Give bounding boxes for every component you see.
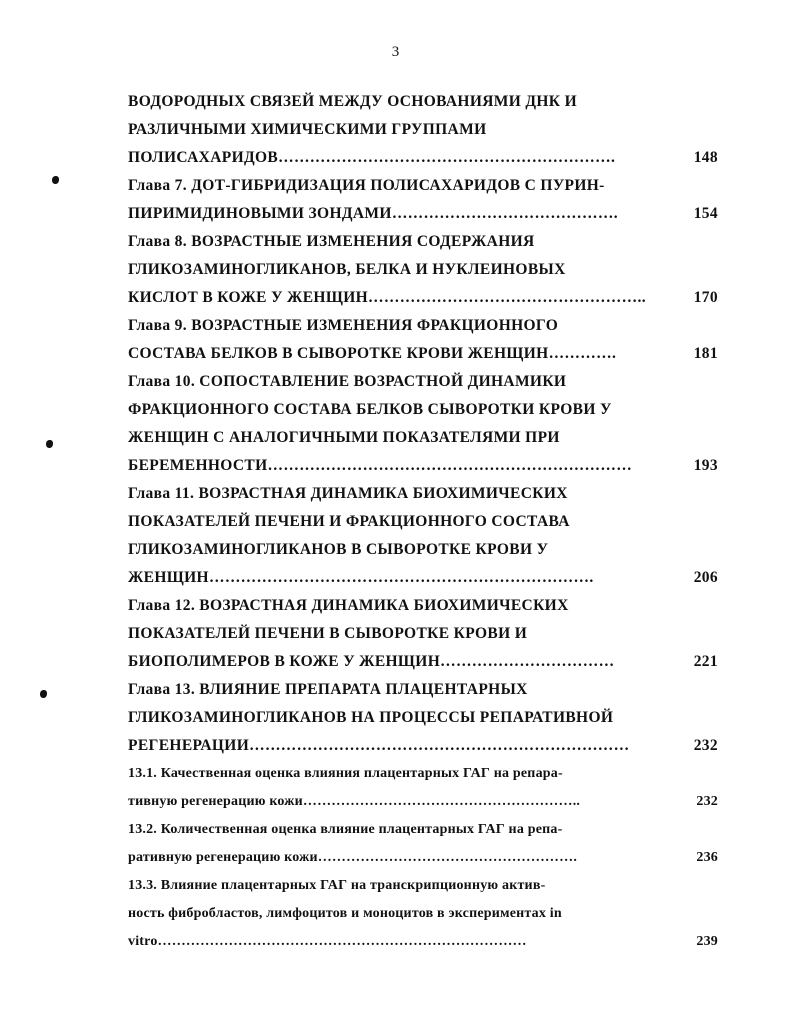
toc-line [128,536,718,564]
toc-entry [128,480,718,592]
toc-line [128,228,718,256]
toc-line-text: ГЛИКОЗАМИНОГЛИКАНОВ, БЕЛКА И НУКЛЕИНОВЫХ [128,261,566,278]
toc-page-number: 170 [693,289,718,306]
toc-line [128,88,718,116]
toc-line [128,872,718,900]
toc-page-number: 193 [693,457,718,474]
toc-line [128,340,718,368]
toc-line-text: СОСТАВА БЕЛКОВ В СЫВОРОТКЕ КРОВИ ЖЕНЩИН [128,345,549,362]
toc-line-text: БИОПОЛИМЕРОВ В КОЖЕ У ЖЕНЩИН [128,653,441,670]
toc-line [128,284,718,312]
toc-line [128,256,718,284]
toc-line [128,732,718,760]
toc-line [128,200,718,228]
toc-line-text: ЖЕНЩИН [128,569,209,586]
toc-line-text: 13.3. Влияние плацентарных ГАГ на транскрипционную актив- [128,878,546,893]
toc-page-number: 239 [696,934,718,949]
toc-line [128,172,718,200]
toc-page-number: 236 [696,850,718,865]
toc-line-text: ФРАКЦИОННОГО СОСТАВА БЕЛКОВ СЫВОРОТКИ КРОВИ У [128,401,612,418]
toc-line-text: ВОДОРОДНЫХ СВЯЗЕЙ МЕЖДУ ОСНОВАНИЯМИ ДНК И [128,93,578,110]
scan-speck [52,176,59,184]
toc-line [128,928,718,956]
toc-line-text: РАЗЛИЧНЫМИ ХИМИЧЕСКИМИ ГРУППАМИ [128,121,487,138]
toc-line-text: БЕРЕМЕННОСТИ [128,457,268,474]
toc-leader-dots: …………………………… [440,653,615,670]
toc-line-text: ративную регенерацию кожи [128,850,318,865]
toc-entry [128,676,718,760]
toc-line-text: ЖЕНЩИН С АНАЛОГИЧНЫМИ ПОКАЗАТЕЛЯМИ ПРИ [128,429,560,446]
toc-entry [128,760,718,816]
toc-line [128,620,718,648]
toc-entry [128,312,718,368]
toc-line [128,312,718,340]
toc-line-text: ГЛИКОЗАМИНОГЛИКАНОВ НА ПРОЦЕССЫ РЕПАРАТИВНОЙ [128,709,614,726]
toc-page-number: 206 [693,569,718,586]
toc-line-text: Глава 13. ВЛИЯНИЕ ПРЕПАРАТА ПЛАЦЕНТАРНЫХ [128,681,528,698]
toc-line-text: РЕГЕНЕРАЦИИ [128,737,250,754]
toc-page-number: 221 [693,653,718,670]
toc-line [128,452,718,480]
toc-line [128,844,718,872]
toc-line [128,396,718,424]
toc-leader-dots: ………………………………………………………. [278,149,616,166]
toc-entry [128,228,718,312]
toc-line [128,900,718,928]
toc-line-text: Глава 10. СОПОСТАВЛЕНИЕ ВОЗРАСТНОЙ ДИНАМИКИ [128,373,567,390]
toc-line-text: 13.1. Качественная оценка влияния плацентарных ГАГ на репара- [128,766,563,781]
toc-line-text: ПИРИМИДИНОВЫМИ ЗОНДАМИ [128,205,392,222]
scan-speck [40,690,47,698]
toc-line [128,508,718,536]
toc-line [128,564,718,592]
toc-line [128,144,718,172]
toc-page-number: 148 [693,149,718,166]
toc-line [128,480,718,508]
toc-leader-dots: ……………………………………. [391,205,618,222]
toc-line-text: ПОЛИСАХАРИДОВ [128,149,279,166]
toc-page-number: 181 [693,345,718,362]
toc-line-text: КИСЛОТ В КОЖЕ У ЖЕНЩИН [128,289,369,306]
toc-line-text: Глава 8. ВОЗРАСТНЫЕ ИЗМЕНЕНИЯ СОДЕРЖАНИЯ [128,233,535,250]
toc-leader-dots: …………………………………………………………………… [157,934,527,949]
toc-line [128,788,718,816]
toc-line-text: Глава 7. ДОТ-ГИБРИДИЗАЦИЯ ПОЛИСАХАРИДОВ С ПУРИН- [128,177,605,194]
toc-line-text: ность фибробластов, лимфоцитов и моноцитов в экспериментах in [128,906,562,921]
toc-line [128,116,718,144]
toc-line [128,760,718,788]
toc-line-text: 13.2. Количественная оценка влияние плацентарных ГАГ на репа- [128,822,563,837]
toc-line-text: vitro [128,934,158,949]
toc-leader-dots: …………………………………………….. [368,289,646,306]
toc-line-text: Глава 12. ВОЗРАСТНАЯ ДИНАМИКА БИОХИМИЧЕСКИХ [128,597,569,614]
toc-entry [128,368,718,480]
scan-speck [46,440,53,448]
toc-line-text: Глава 9. ВОЗРАСТНЫЕ ИЗМЕНЕНИЯ ФРАКЦИОННОГО [128,317,559,334]
toc-entry [128,88,718,172]
toc-line [128,648,718,676]
toc-leader-dots: ………………………………………………….. [302,794,581,809]
toc-line-text: тивную регенерацию кожи [128,794,303,809]
toc-line [128,816,718,844]
toc-line [128,676,718,704]
toc-entry [128,816,718,872]
toc-leader-dots: ………………………………………………………………. [208,569,594,586]
toc-entry [128,172,718,228]
toc-leader-dots: ……………………………………………………………… [249,737,630,754]
toc-leader-dots: …………. [548,345,617,362]
toc-page-number: 232 [693,737,718,754]
toc-line [128,592,718,620]
toc-line [128,368,718,396]
page-number: 3 [391,44,400,60]
toc-line [128,704,718,732]
toc-line-text: ГЛИКОЗАМИНОГЛИКАНОВ В СЫВОРОТКЕ КРОВИ У [128,541,549,558]
toc-line-text: ПОКАЗАТЕЛЕЙ ПЕЧЕНИ И ФРАКЦИОННОГО СОСТАВА [128,513,570,530]
toc-entry [128,592,718,676]
toc-line-text: Глава 11. ВОЗРАСТНАЯ ДИНАМИКА БИОХИМИЧЕСКИХ [128,485,568,502]
toc-page-number: 232 [696,794,718,809]
toc-page-number: 154 [693,205,718,222]
toc-leader-dots: …………………………………………………………… [267,457,633,474]
table-of-contents [128,88,718,956]
toc-line [128,424,718,452]
toc-entry [128,872,718,956]
toc-line-text: ПОКАЗАТЕЛЕЙ ПЕЧЕНИ В СЫВОРОТКЕ КРОВИ И [128,625,528,642]
toc-leader-dots: ………………………………………………. [317,850,578,865]
